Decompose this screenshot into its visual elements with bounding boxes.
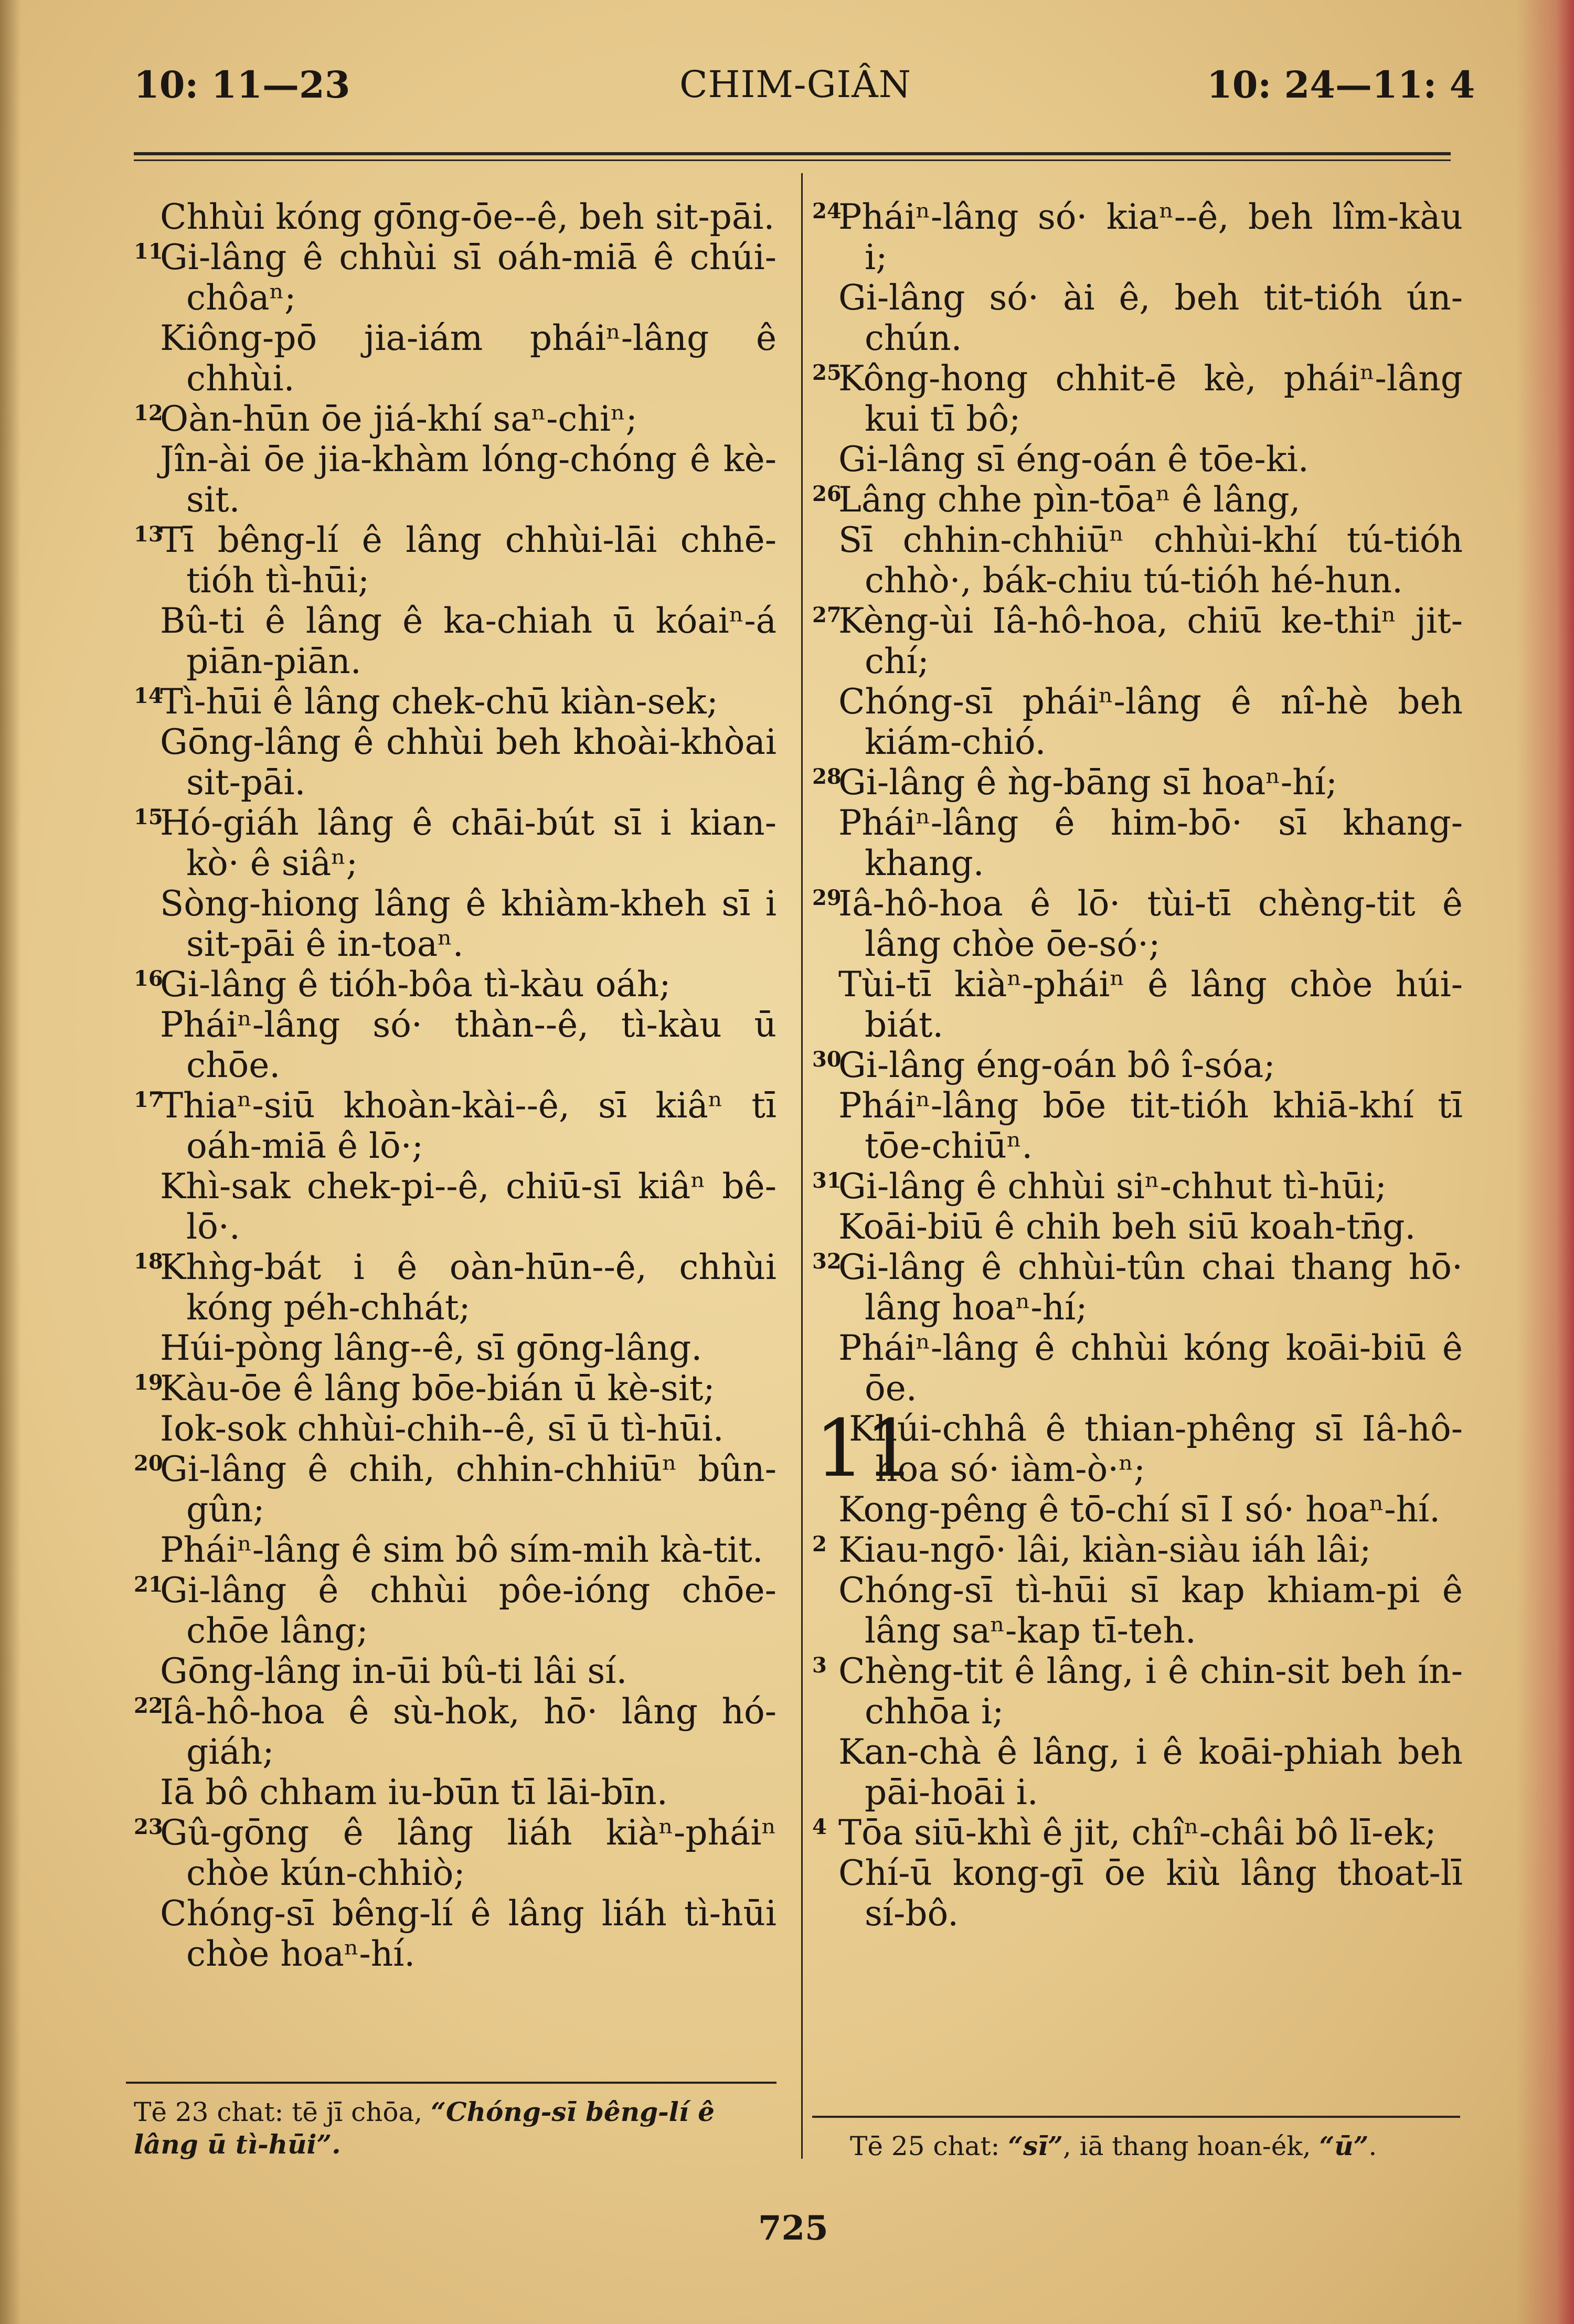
footnote-left-prefix: Tē 23 chat: tē jī chōa, [134, 2097, 423, 2127]
verse-number: 4 [812, 1815, 827, 1839]
verse-line: Iâ-hô-hoa ê sù-hok, hō· lâng hó-giáh; [160, 1691, 777, 1772]
verse [134, 964, 777, 1085]
verse-line: Pháiⁿ-lâng só· thàn--ê, tì-kàu ū chōe. [160, 1005, 777, 1085]
verse-line: Pháiⁿ-lâng bōe tit-tióh khiā-khí tī tōe-chiūⁿ. [838, 1085, 1463, 1166]
verse-number: 22 [134, 1693, 163, 1718]
verse-line: Tùi-tī kiàⁿ-pháiⁿ ê lâng chòe húi-biát. [838, 964, 1463, 1045]
verse-line: Gi-lâng ê chhùi sī oáh-miā ê chúi-chôaⁿ; [160, 237, 777, 318]
verse-line: Gi-lâng ê chhùi pôe-ióng chōe-chōe lâng; [160, 1570, 777, 1651]
verse [812, 1651, 1463, 1813]
verse-line: Kèng-ùi Iâ-hô-hoa, chiū ke-thiⁿ jit-chí; [838, 601, 1463, 681]
verse-line: Pháiⁿ-lâng ê him-bō· sī khang-khang. [838, 803, 1463, 883]
verse-number: 27 [812, 603, 842, 627]
verse-number: 29 [812, 886, 842, 910]
verse-line: Gi-lâng ê tióh-bôa tì-kàu oáh; [160, 964, 671, 1005]
footnote-rule-left [126, 2082, 777, 2084]
verse-line: Pháiⁿ-lâng ê chhùi kóng koāi-biū ê ōe. [838, 1328, 1463, 1409]
verse-line: Kiông-pō jia-iám pháiⁿ-lâng ê chhùi. [160, 318, 777, 399]
verse-number: 24 [812, 199, 842, 223]
verse-line: Gi-lâng só· ài ê, beh tit-tióh ún-chún. [838, 278, 1463, 358]
chapter-start [812, 1403, 1463, 1530]
verse [812, 479, 1463, 601]
left-chapter-reference: 10: 11—23 [134, 63, 350, 106]
verse-line: Pháiⁿ-lâng só· kiaⁿ--ê, beh lîm-kàu i; [838, 197, 1463, 278]
verse [134, 237, 777, 399]
verse [134, 1449, 777, 1570]
verse [134, 1813, 777, 1974]
verse [812, 1166, 1463, 1247]
verse-line: Oàn-hūn ōe jiá-khí saⁿ-chiⁿ; [160, 399, 637, 439]
header-rule [134, 152, 1451, 155]
footnote-right-suffix: . [1368, 2131, 1377, 2161]
verse-line: Chèng-tit ê lâng, i ê chin-sit beh ín-chhōa i; [838, 1651, 1463, 1732]
verse-line: Kan-chà ê lâng, i ê koāi-phiah beh pāi-hoāi i. [838, 1732, 1463, 1813]
verse-number: 28 [812, 764, 842, 789]
verse [134, 1247, 777, 1368]
verse-line: Chóng-sī tì-hūi sī kap khiam-pi ê lâng saⁿ-kap tī-teh. [838, 1570, 1463, 1651]
verse-line: Gi-lâng ê ǹg-bāng sī hoaⁿ-hí; [838, 762, 1338, 803]
verse [812, 1813, 1463, 1934]
verse-line: Sòng-hiong lâng ê khiàm-kheh sī i sit-pāi ê in-toaⁿ. [160, 883, 777, 964]
verse-line: Kong-pêng ê tō-chí sī I só· hoaⁿ-hí. [838, 1489, 1441, 1530]
footnote-left-quote: “Chóng-sī bêng-lí ê lâng ū tì-hūi”. [134, 2096, 715, 2160]
verse-number: 16 [134, 966, 163, 991]
verse-number: 18 [134, 1249, 163, 1274]
verse [134, 1570, 777, 1691]
verse [134, 803, 777, 964]
verse-line: Lâng chhe pìn-tōaⁿ ê lâng, [838, 479, 1301, 520]
verse-number: 3 [812, 1653, 827, 1678]
verse-line: Gi-lâng ê chhùi siⁿ-chhut tì-hūi; [838, 1166, 1387, 1207]
verse-line: Chóng-sī pháiⁿ-lâng ê nî-hè beh kiám-chió. [838, 681, 1463, 762]
verse-line: Tī bêng-lí ê lâng chhùi-lāi chhē-tióh tì-hūi; [160, 520, 777, 601]
verse-number: 20 [134, 1451, 163, 1476]
footnote-right-prefix: Tē 25 chat: [850, 2131, 1000, 2161]
verse [134, 681, 777, 803]
verse-line: Iâ-hô-hoa ê lō· tùi-tī chèng-tit ê lâng chòe ōe-só·; [838, 883, 1463, 964]
footnote-right-quote-1: “sī” [1008, 2130, 1063, 2161]
verse [812, 197, 1463, 358]
verse-number: 21 [134, 1572, 163, 1597]
verse-line: Hó-giáh lâng ê chāi-bút sī i kian-kò· ê siâⁿ; [160, 803, 777, 883]
verse-line: Khǹg-bát i ê oàn-hūn--ê, chhùi kóng péh-chhát; [160, 1247, 777, 1328]
verse-line: Iok-sok chhùi-chih--ê, sī ū tì-hūi. [160, 1409, 724, 1449]
verse-line: Gi-lâng ê chih, chhin-chhiūⁿ bûn-gûn; [160, 1449, 777, 1530]
verse-line: Húi-pòng lâng--ê, sī gōng-lâng. [160, 1328, 703, 1368]
verse [812, 1530, 1463, 1651]
verse-number: 31 [812, 1168, 842, 1193]
verse-line: Gi-lâng éng-oán bô î-sóa; [838, 1045, 1275, 1085]
verse-line: Chhùi kóng gōng-ōe--ê, beh sit-pāi. [160, 197, 775, 237]
verse-line: Bû-ti ê lâng ê ka-chiah ū kóaiⁿ-á piān-piān. [160, 601, 777, 681]
verse-number: 2 [812, 1532, 827, 1557]
verse-line: Tōa siū-khì ê jit, chîⁿ-châi bô lī-ek; [838, 1813, 1437, 1853]
verse-line: Gû-gōng ê lâng liáh kiàⁿ-pháiⁿ chòe kún-chhiò; [160, 1813, 777, 1893]
footnote-right-middle: , iā thang hoan-ék, [1062, 2131, 1311, 2161]
verse [134, 197, 777, 237]
verse-number: 30 [812, 1047, 842, 1072]
verse-line: Kiau-ngō· lâi, kiàn-siàu iáh lâi; [838, 1530, 1371, 1570]
verse-number: 19 [134, 1370, 163, 1395]
verse [134, 1085, 777, 1247]
footnote-left [134, 2096, 777, 2161]
verse [134, 1368, 777, 1449]
verse-number: 26 [812, 482, 842, 506]
verse [134, 520, 777, 681]
column-divider [801, 173, 803, 2159]
verse [812, 1247, 1463, 1409]
verse-line: Chóng-sī bêng-lí ê lâng liáh tì-hūi chòe hoaⁿ-hí. [160, 1893, 777, 1974]
verse-line: Kàu-ōe ê lâng bōe-bián ū kè-sit; [160, 1368, 715, 1409]
verse [812, 601, 1463, 762]
verse-line: Khì-sak chek-pi--ê, chiū-sī kiâⁿ bê-lō·. [160, 1166, 777, 1247]
verse-number: 13 [134, 522, 163, 547]
book-title: CHIM-GIÂN [679, 63, 911, 106]
verse-number: 15 [134, 805, 163, 829]
verse [812, 1045, 1463, 1166]
verse-line: Gi-lâng sī éng-oán ê tōe-ki. [838, 439, 1309, 479]
verse-number: 14 [134, 684, 163, 708]
verse [812, 762, 1463, 883]
verse-number: 12 [134, 401, 163, 425]
footnote-rule-right [812, 2116, 1460, 2118]
verse-number: 11 [134, 239, 163, 264]
verse-line: Koāi-biū ê chih beh siū koah-tn̄g. [838, 1207, 1416, 1247]
verse-number: 32 [812, 1249, 842, 1274]
right-chapter-reference: 10: 24—11: 4 [1207, 63, 1475, 106]
verse-line: Gōng-lâng ê chhùi beh khoài-khòai sit-pāi. [160, 722, 777, 803]
verse [134, 1691, 777, 1813]
verse-line: Thiaⁿ-siū khoàn-kài--ê, sī kiâⁿ tī oáh-miā ê lō·; [160, 1085, 777, 1166]
footnote-right-quote-2: “ū” [1319, 2130, 1369, 2161]
footnote-right [850, 2130, 1464, 2162]
verse-line: Gōng-lâng in-ūi bû-ti lâi sí. [160, 1651, 628, 1691]
verse-number: 23 [134, 1815, 163, 1839]
right-text-column [812, 197, 1463, 1934]
verse-number: 25 [812, 360, 842, 385]
verse-line: Sī chhin-chhiūⁿ chhùi-khí tú-tióh chhò·, bák-chiu tú-tióh hé-hun. [838, 520, 1463, 601]
left-text-column [134, 197, 777, 1974]
verse-line: Khúi-chhâ ê thian-phêng sī Iâ-hô-hoa só· iàm-ò·ⁿ; [849, 1409, 1463, 1489]
verse [812, 358, 1463, 479]
verse-number: 17 [134, 1088, 163, 1112]
verse-line: Pháiⁿ-lâng ê sim bô sím-mih kà-tit. [160, 1530, 763, 1570]
verse [134, 399, 777, 520]
header-rule-thin [134, 159, 1451, 161]
verse [812, 883, 1463, 1045]
verse-line: Kông-hong chhit-ē kè, pháiⁿ-lâng kui tī bô; [838, 358, 1463, 439]
page-number: 725 [758, 2209, 828, 2248]
chapter-number: 11 [815, 1403, 915, 1495]
verse-line: Tì-hūi ê lâng chek-chū kiàn-sek; [160, 681, 718, 722]
verse-line: Jîn-ài ōe jia-khàm lóng-chóng ê kè-sit. [160, 439, 777, 520]
verse-line: Chí-ū kong-gī ōe kiù lâng thoat-lī sí-bô. [838, 1853, 1463, 1934]
verse-line: Iā bô chham iu-būn tī lāi-bīn. [160, 1772, 668, 1813]
verse-line: Gi-lâng ê chhùi-tûn chai thang hō· lâng hoaⁿ-hí; [838, 1247, 1463, 1328]
